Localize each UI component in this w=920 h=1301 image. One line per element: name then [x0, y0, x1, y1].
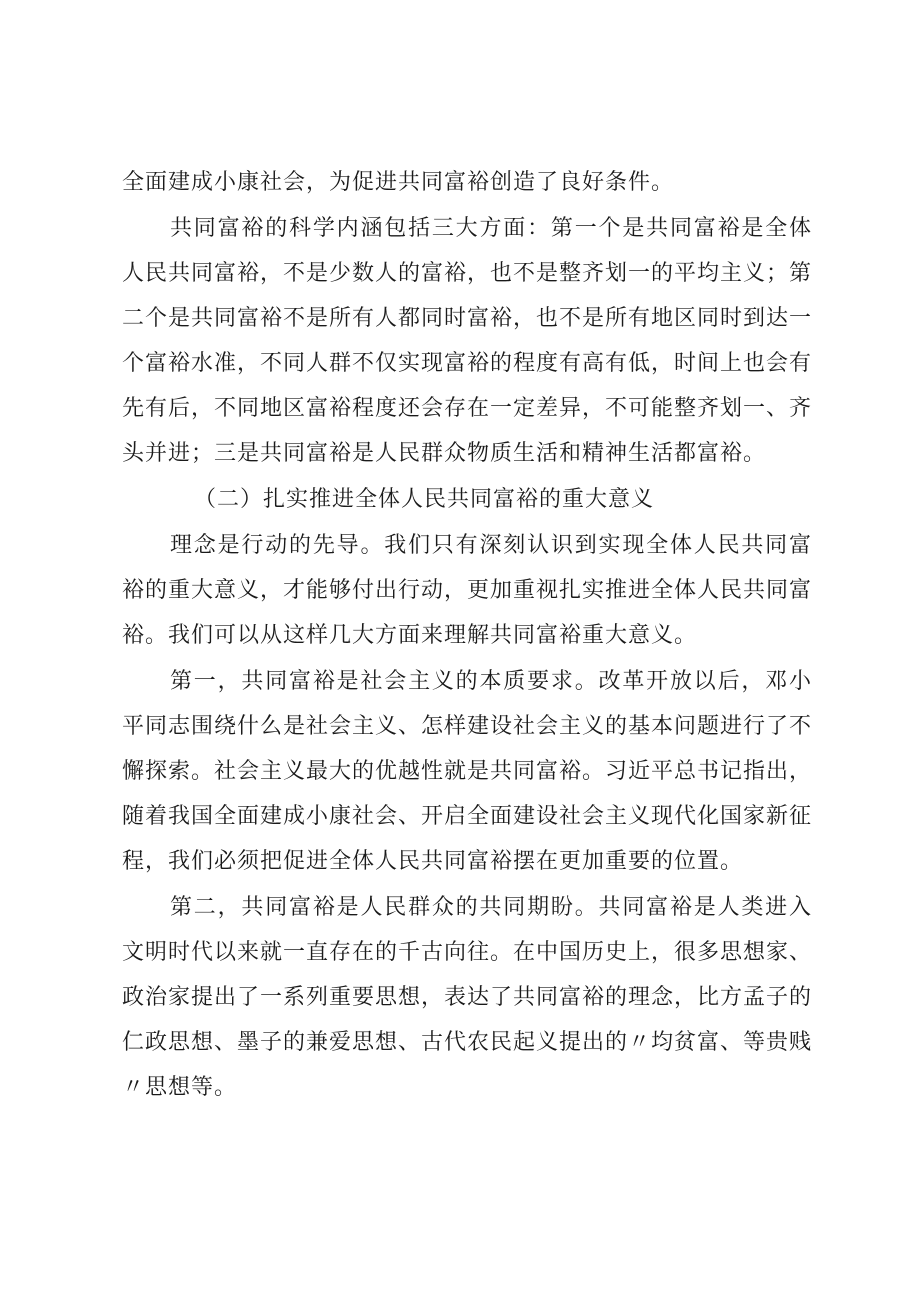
paragraph-scientific-connotation: 共同富裕的科学内涵包括三大方面：第一个是共同富裕是全体人民共同富裕，不是少数人的富裕，也不是整齐划一的平均主义；第二个是共同富裕不是所有人都同时富裕，也不是所有地区同时到达一个富裕水准，不同人群不仅实现富裕的程度有高有低，时间上也会有先有后，不同地区富裕程度还会存在一定差异，不可能整齐划一、齐头并进；三是共同富裕是人民群众物质生活和精神生活都富裕。 — [122, 216, 813, 466]
paragraph-second-point: 第二，共同富裕是人民群众的共同期盼。共同富裕是人类进入文明时代以来就一直存在的千古向往。在中国历史上，很多思想家、政治家提出了一系列重要思想，表达了共同富裕的理念，比方孟子的仁政思想、墨子的兼爱思想、古代农民起义提出的〃均贫富、等贵贱〃思想等。 — [122, 895, 813, 1100]
paragraph-concept: 理念是行动的先导。我们只有深刻认识到实现全体人民共同富裕的重大意义，才能够付出行动，更加重视扎实推进全体人民共同富裕。我们可以从这样几大方面来理解共同富裕重大意义。 — [122, 533, 813, 648]
continuation-paragraph: 全面建成小康社会，为促进共同富裕创造了良好条件。 — [122, 170, 675, 195]
section-heading: （二）扎实推进全体人民共同富裕的重大意义 — [194, 487, 655, 512]
document-page — [122, 160, 812, 1111]
paragraph-first-point: 第一，共同富裕是社会主义的本质要求。改革开放以后，邓小平同志围绕什么是社会主义、怎样建设社会主义的基本问题进行了不懈探索。社会主义最大的优越性就是共同富裕。习近平总书记指出，随着我国全面建成小康社会、开启全面建设社会主义现代化国家新征程，我们必须把促进全体人民共同富裕摆在更加重要的位置。 — [122, 669, 813, 874]
